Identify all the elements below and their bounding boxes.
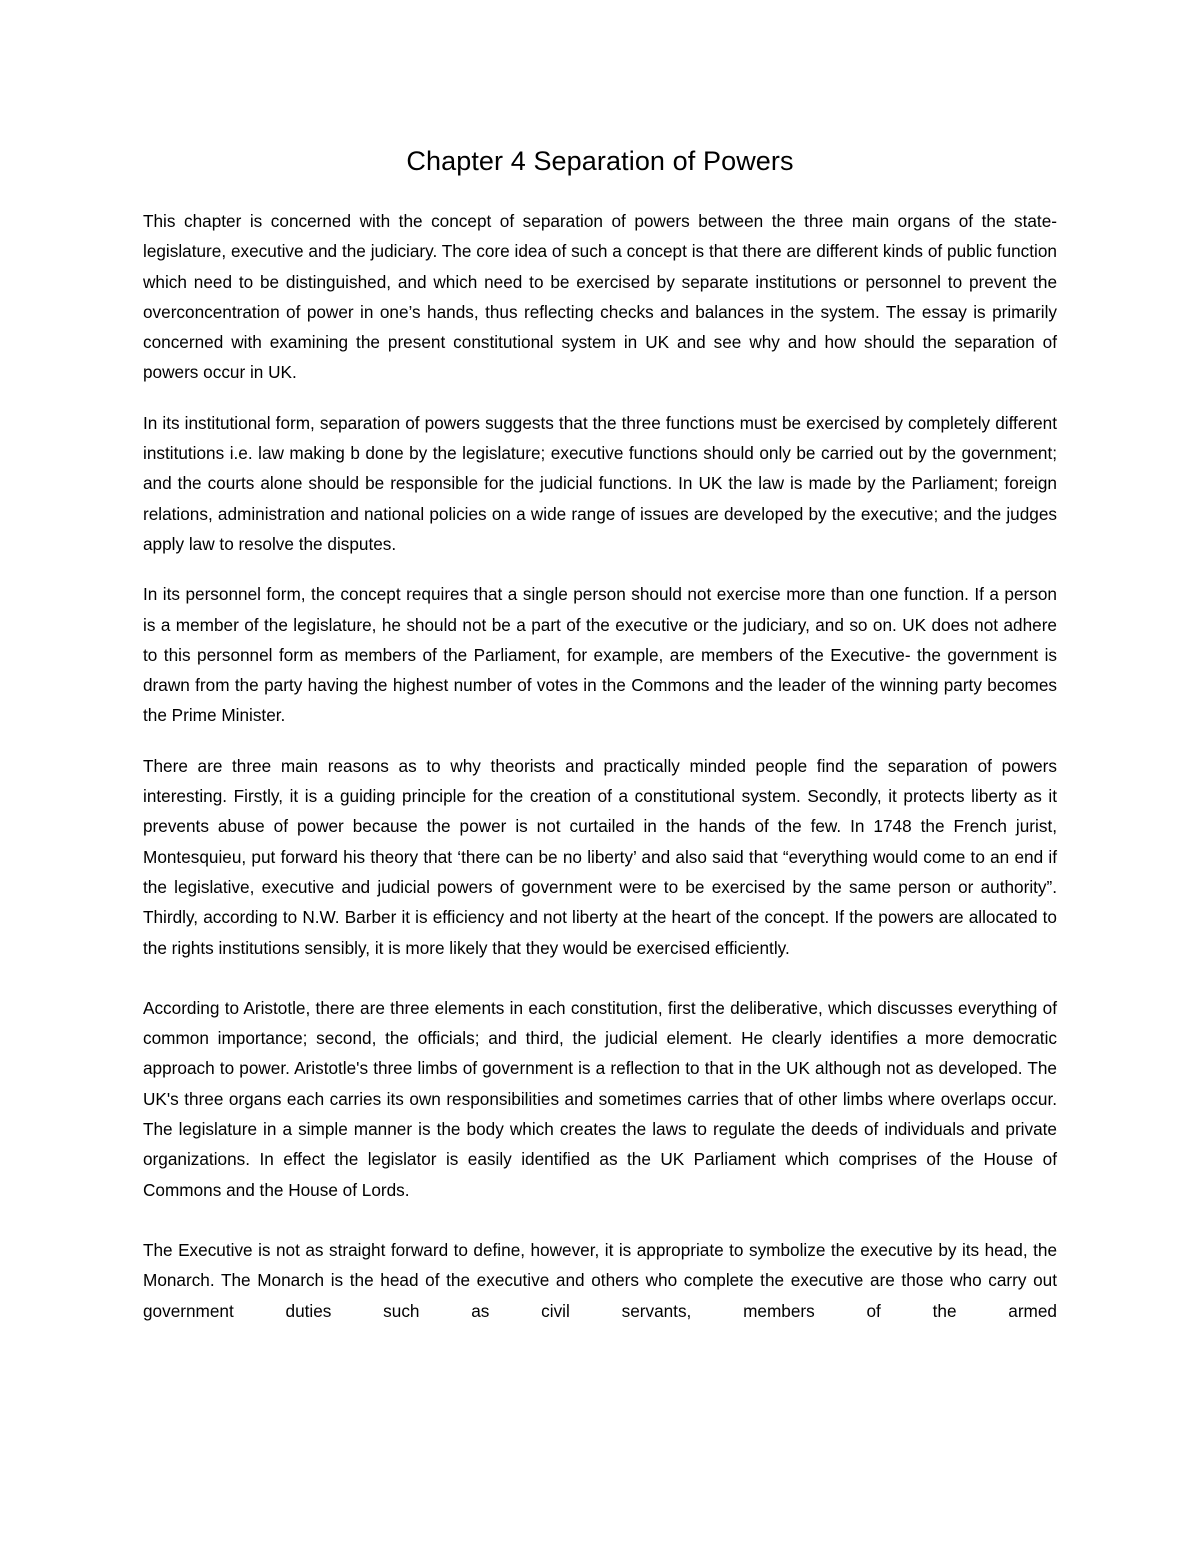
paragraph-three-reasons: There are three main reasons as to why theorists and practically minded people find the separation of powers interesting. Firstly, it is a guiding principle for the creation of a constitutional system. Secondly, it protects liberty as it prevents abuse of power because the power is not curtailed in the hands of the few. In 1748 the French jurist, Montesquieu, put forward his theory that ‘there can be no liberty’ and also said that “everything would come to an end if the legislative, executive and judicial powers of government were to be exercised by the same person or authority”. Thirdly, according to N.W. Barber it is efficiency and not liberty at the heart of the concept. If the powers are allocated to the rights institutions sensibly, it is more likely that they would be exercised efficiently.	[143, 755, 1057, 958]
paragraph-personnel-form: In its personnel form, the concept requires that a single person should not exercise more than one function. If a person is a member of the legislature, he should not be a part of the executive or the judiciary, and so on. UK does not adhere to this personnel form as members of the Parliament, for example, are members of the Executive- the government is drawn from the party having the highest number of votes in the Commons and the leader of the winning party becomes the Prime Minister.	[143, 584, 1057, 726]
paragraph-introduction: This chapter is concerned with the concept of separation of powers between the three main organs of the state- legislature, executive and the judiciary. The core idea of such a concept is that there are different kinds of public function which need to be distinguished, and which need to be exercised by separate institutions or personnel to prevent the overconcentration of power in one’s hands, thus reflecting checks and balances in the system. The essay is primarily concerned with examining the present constitutional system in UK and see why and how should the separation of powers occur in UK.	[143, 211, 1057, 383]
document-title: Chapter 4 Separation of Powers	[406, 146, 794, 176]
paragraph-executive: The Executive is not as straight forward to define, however, it is appropriate to symbolize the executive by its head, the Monarch. The Monarch is the head of the executive and others who complete the executive are those who carry out government duties such as civil servants, members of the armed	[143, 1239, 1057, 1321]
paragraph-institutional-form: In its institutional form, separation of powers suggests that the three functions must be exercised by completely different institutions i.e. law making b done by the legislature; executive functions should only be carried out by the government; and the courts alone should be responsible for the judicial functions. In UK the law is made by the Parliament; foreign relations, administration and national policies on a wide range of issues are developed by the executive; and the judges apply law to resolve the disputes.	[143, 412, 1057, 554]
paragraph-aristotle: According to Aristotle, there are three elements in each constitution, first the deliberative, which discusses everything of common importance; second, the officials; and third, the judicial element. He clearly identifies a more democratic approach to power. Aristotle's three limbs of government is a reflection to that in the UK although not as developed. The UK's three organs each carries its own responsibilities and sometimes carries that of other limbs where overlaps occur. The legislature in a simple manner is the body which creates the laws to regulate the deeds of individuals and private organizations. In effect the legislator is easily identified as the UK Parliament which comprises of the House of Commons and the House of Lords.	[143, 997, 1057, 1200]
document-page	[143, 140, 1057, 1326]
